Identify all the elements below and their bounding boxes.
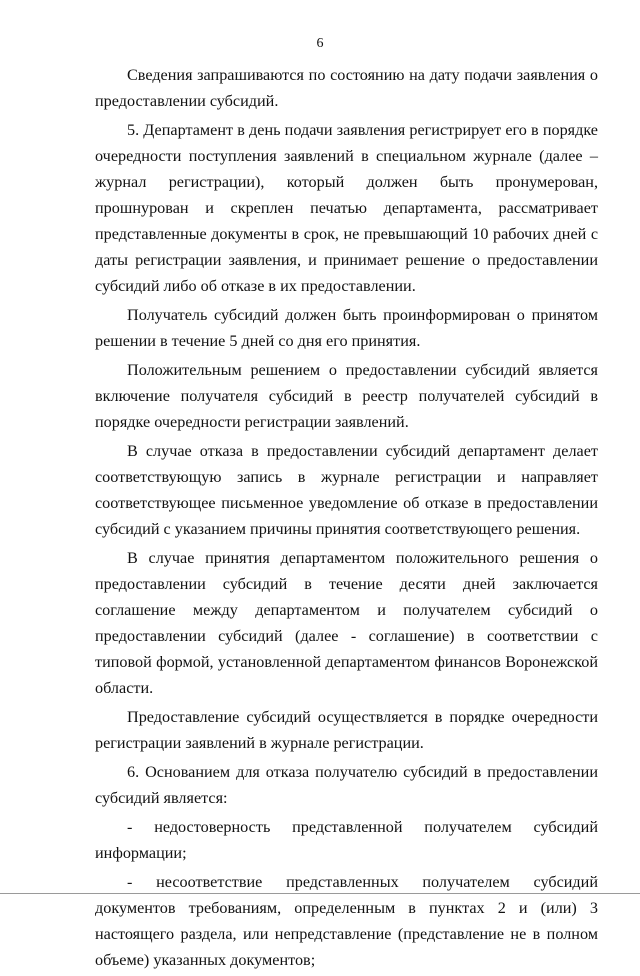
paragraph: 5. Департамент в день подачи заявления регистрирует его в порядке очередности поступления заявлений в специальном журнале (далее – журнал регистрации), который должен быть пронумерован, прошнурован и скреплен печатью департамента, рассматривает представленные документы в срок, не превышающий 10 рабочих дней с даты регистрации заявления, и принимает решение о предоставлении субсидий либо об отказе в их предоставлении. xyxy=(95,121,598,295)
list-item: - несоответствие представленных получателем субсидий документов требованиям, определенным в пунктах 2 и (или) 3 настоящего раздела, или непредставление (представление не в полном объеме) указанных документов; xyxy=(95,873,598,969)
paragraph: Положительным решением о предоставлении субсидий является включение получателя субсидий в реестр получателей субсидий в порядке очередности регистрации заявлений. xyxy=(95,361,598,431)
paragraph: В случае принятия департаментом положительного решения о предоставлении субсидий в течение десяти дней заключается соглашение между департаментом и получателем субсидий о предоставлении субсидий (далее - соглашение) в соответствии с типовой формой, установленной департаментом финансов Воронежской области. xyxy=(95,549,598,697)
paragraph: Сведения запрашиваются по состоянию на дату подачи заявления о предоставлении субсидий. xyxy=(95,66,598,110)
page-edge-divider xyxy=(0,893,640,894)
paragraph: Получатель субсидий должен быть проинформирован о принятом решении в течение 5 дней со дня его принятия. xyxy=(95,306,598,350)
document-body xyxy=(95,62,598,976)
paragraph: Предоставление субсидий осуществляется в порядке очередности регистрации заявлений в журнале регистрации. xyxy=(95,708,598,752)
paragraph: 6. Основанием для отказа получателю субсидий в предоставлении субсидий является: xyxy=(95,763,598,807)
list-item: - недостоверность представленной получателем субсидий информации; xyxy=(95,818,598,862)
page-number: 6 xyxy=(316,36,324,51)
paragraph: В случае отказа в предоставлении субсидий департамент делает соответствующую запись в журнале регистрации и направляет соответствующее письменное уведомление об отказе в предоставлении субсидий с указанием причины принятия соответствующего решения. xyxy=(95,442,598,538)
